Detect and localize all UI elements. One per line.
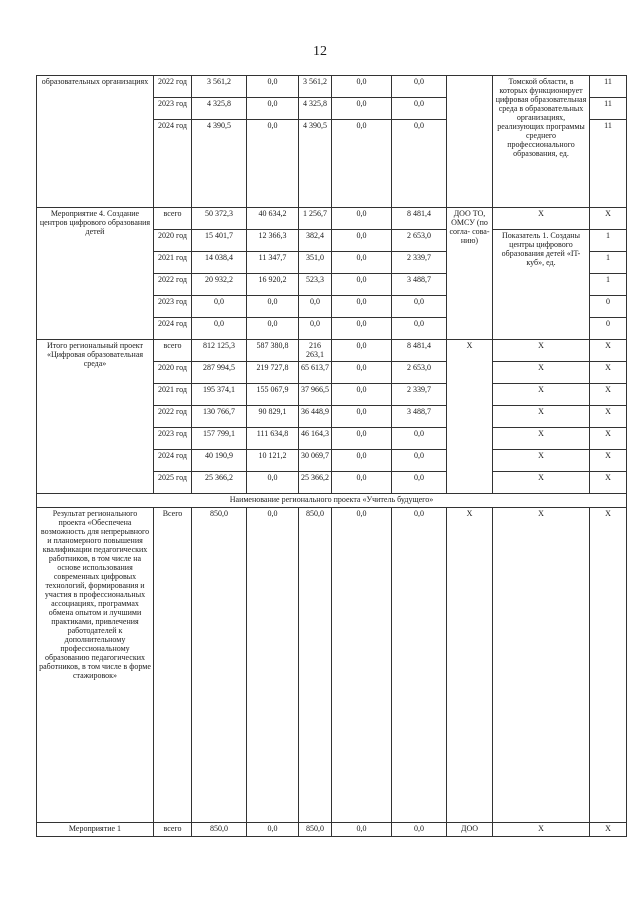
total-cell: 195 374,1 [192,384,247,406]
target-cell: Х [590,450,627,472]
extrabudget-cell: 0,0 [392,76,447,98]
executor-cell: ДОО ТО, ОМСУ (по согла- сова- нию) [447,208,493,340]
local-cell: 0,0 [332,450,392,472]
target-cell: Х [590,208,627,230]
executor-cell: Х [447,340,493,494]
year-cell: 2022 год [154,274,192,296]
table-row [37,76,627,98]
extrabudget-cell: 2 339,7 [392,384,447,406]
regional-cell: 30 069,7 [299,450,332,472]
regional-cell: 25 366,2 [299,472,332,494]
regional-cell: 382,4 [299,230,332,252]
total-cell: 850,0 [192,823,247,837]
federal-cell: 0,0 [247,472,299,494]
target-cell: Х [590,362,627,384]
year-cell: 2020 год [154,362,192,384]
extrabudget-cell: 3 488,7 [392,406,447,428]
indicator-cell: Х [493,208,590,230]
extrabudget-cell: 0,0 [392,296,447,318]
section-title: Наименование регионального проекта «Учитель будущего» [37,494,627,508]
total-cell: 812 125,3 [192,340,247,362]
total-cell: 14 038,4 [192,252,247,274]
regional-cell: 37 966,5 [299,384,332,406]
extrabudget-cell: 2 653,0 [392,362,447,384]
year-cell: 2023 год [154,428,192,450]
indicator-cell: Х [493,362,590,384]
target-cell: 1 [590,274,627,296]
indicator-cell: Х [493,508,590,823]
indicator-cell: Томской области, в которых функционирует цифровая образовательная среда в образовательных организациях, реализующих программы среднего профессионального образования, ед. [493,76,590,208]
regional-cell: 36 448,9 [299,406,332,428]
table-row [37,208,627,230]
target-cell: 0 [590,296,627,318]
regional-cell: 0,0 [299,296,332,318]
local-cell: 0,0 [332,274,392,296]
year-cell: 2023 год [154,98,192,120]
local-cell: 0,0 [332,208,392,230]
table-row [37,494,627,508]
total-cell: 4 325,8 [192,98,247,120]
federal-cell: 587 380,8 [247,340,299,362]
result-name-cell: Результат регионального проекта «Обеспечена возможность для непрерывного и планомерного повышения квалификации педагогических работников, в том числе на основе использования современных цифровых технологий, формирования и участия в профессиональных ассоциациях, программах обмена опытом и лучшими практиками, привлечения работодателей к дополнительному профессиональному образованию педагогических работников, в том числе в форме стажировок» [37,508,154,823]
regional-cell: 3 561,2 [299,76,332,98]
federal-cell: 0,0 [247,98,299,120]
extrabudget-cell: 0,0 [392,98,447,120]
event-name-cell: Мероприятие 1 [37,823,154,837]
total-cell: 50 372,3 [192,208,247,230]
extrabudget-cell: 2 339,7 [392,252,447,274]
year-cell: 2022 год [154,406,192,428]
total-cell: 157 799,1 [192,428,247,450]
table-row [37,823,627,837]
federal-cell: 10 121,2 [247,450,299,472]
extrabudget-cell: 0,0 [392,450,447,472]
local-cell: 0,0 [332,340,392,362]
federal-cell: 0,0 [247,76,299,98]
target-cell: 1 [590,230,627,252]
total-cell: 850,0 [192,508,247,823]
year-cell: 2023 год [154,296,192,318]
extrabudget-cell: 8 481,4 [392,208,447,230]
federal-cell: 155 067,9 [247,384,299,406]
local-cell: 0,0 [332,362,392,384]
target-cell: 1 [590,252,627,274]
activity-name-cell: Мероприятие 4. Создание центров цифрового образования детей [37,208,154,340]
target-cell: Х [590,384,627,406]
local-cell: 0,0 [332,384,392,406]
local-cell: 0,0 [332,230,392,252]
extrabudget-cell: 0,0 [392,428,447,450]
federal-cell: 0,0 [247,823,299,837]
regional-cell: 46 164,3 [299,428,332,450]
total-cell: 20 932,2 [192,274,247,296]
target-cell: 11 [590,98,627,120]
activity-name-cell: образовательных организациях [37,76,154,208]
regional-cell: 0,0 [299,318,332,340]
year-cell: 2021 год [154,252,192,274]
executor-cell: Х [447,508,493,823]
year-cell: 2024 год [154,318,192,340]
total-cell: 25 366,2 [192,472,247,494]
extrabudget-cell: 0,0 [392,318,447,340]
year-cell: 2021 год [154,384,192,406]
federal-cell: 0,0 [247,120,299,208]
year-cell: 2022 год [154,76,192,98]
total-cell: 0,0 [192,318,247,340]
target-cell: Х [590,508,627,823]
regional-cell: 4 325,8 [299,98,332,120]
target-cell: Х [590,340,627,362]
table-body [37,76,627,837]
extrabudget-cell: 2 653,0 [392,230,447,252]
local-cell: 0,0 [332,472,392,494]
year-cell: 2024 год [154,450,192,472]
regional-cell: 523,3 [299,274,332,296]
total-cell: 3 561,2 [192,76,247,98]
total-cell: 40 190,9 [192,450,247,472]
indicator-cell: Показатель 1. Созданы центры цифрового образования детей «IT-куб», ед. [493,230,590,340]
extrabudget-cell: 8 481,4 [392,340,447,362]
year-cell: 2020 год [154,230,192,252]
year-cell: всего [154,823,192,837]
year-cell: Всего [154,508,192,823]
target-cell: Х [590,472,627,494]
target-cell: Х [590,823,627,837]
indicator-cell: Х [493,384,590,406]
target-cell: Х [590,406,627,428]
federal-cell: 0,0 [247,296,299,318]
regional-cell: 850,0 [299,823,332,837]
total-cell: 15 401,7 [192,230,247,252]
federal-cell: 11 347,7 [247,252,299,274]
year-cell: 2025 год [154,472,192,494]
executor-cell [447,76,493,208]
local-cell: 0,0 [332,508,392,823]
extrabudget-cell: 3 488,7 [392,274,447,296]
indicator-cell: Х [493,340,590,362]
federal-cell: 40 634,2 [247,208,299,230]
regional-cell: 216 263,1 [299,340,332,362]
local-cell: 0,0 [332,98,392,120]
indicator-cell: Х [493,428,590,450]
target-cell: 0 [590,318,627,340]
extrabudget-cell: 0,0 [392,823,447,837]
federal-cell: 0,0 [247,318,299,340]
page-number: 12 [313,44,327,59]
extrabudget-cell: 0,0 [392,472,447,494]
regional-cell: 850,0 [299,508,332,823]
regional-cell: 4 390,5 [299,120,332,208]
regional-cell: 65 613,7 [299,362,332,384]
local-cell: 0,0 [332,428,392,450]
local-cell: 0,0 [332,76,392,98]
regional-cell: 1 256,7 [299,208,332,230]
target-cell: Х [590,428,627,450]
indicator-cell: Х [493,406,590,428]
activity-name-cell: Итого региональный проект «Цифровая образовательная среда» [37,340,154,494]
local-cell: 0,0 [332,823,392,837]
year-cell: 2024 год [154,120,192,208]
local-cell: 0,0 [332,252,392,274]
local-cell: 0,0 [332,406,392,428]
federal-cell: 16 920,2 [247,274,299,296]
total-cell: 0,0 [192,296,247,318]
table-row [37,340,627,362]
indicator-cell: Х [493,450,590,472]
table-row [37,508,627,823]
local-cell: 0,0 [332,318,392,340]
total-cell: 130 766,7 [192,406,247,428]
year-cell: всего [154,208,192,230]
total-cell: 4 390,5 [192,120,247,208]
target-cell: 11 [590,120,627,208]
extrabudget-cell: 0,0 [392,508,447,823]
regional-cell: 351,0 [299,252,332,274]
federal-cell: 219 727,8 [247,362,299,384]
extrabudget-cell: 0,0 [392,120,447,208]
federal-cell: 90 829,1 [247,406,299,428]
indicator-cell: Х [493,823,590,837]
federal-cell: 12 366,3 [247,230,299,252]
target-cell: 11 [590,76,627,98]
executor-cell: ДОО [447,823,493,837]
federal-cell: 0,0 [247,508,299,823]
federal-cell: 111 634,8 [247,428,299,450]
local-cell: 0,0 [332,120,392,208]
financing-table [36,75,627,837]
local-cell: 0,0 [332,296,392,318]
year-cell: всего [154,340,192,362]
indicator-cell: Х [493,472,590,494]
total-cell: 287 994,5 [192,362,247,384]
